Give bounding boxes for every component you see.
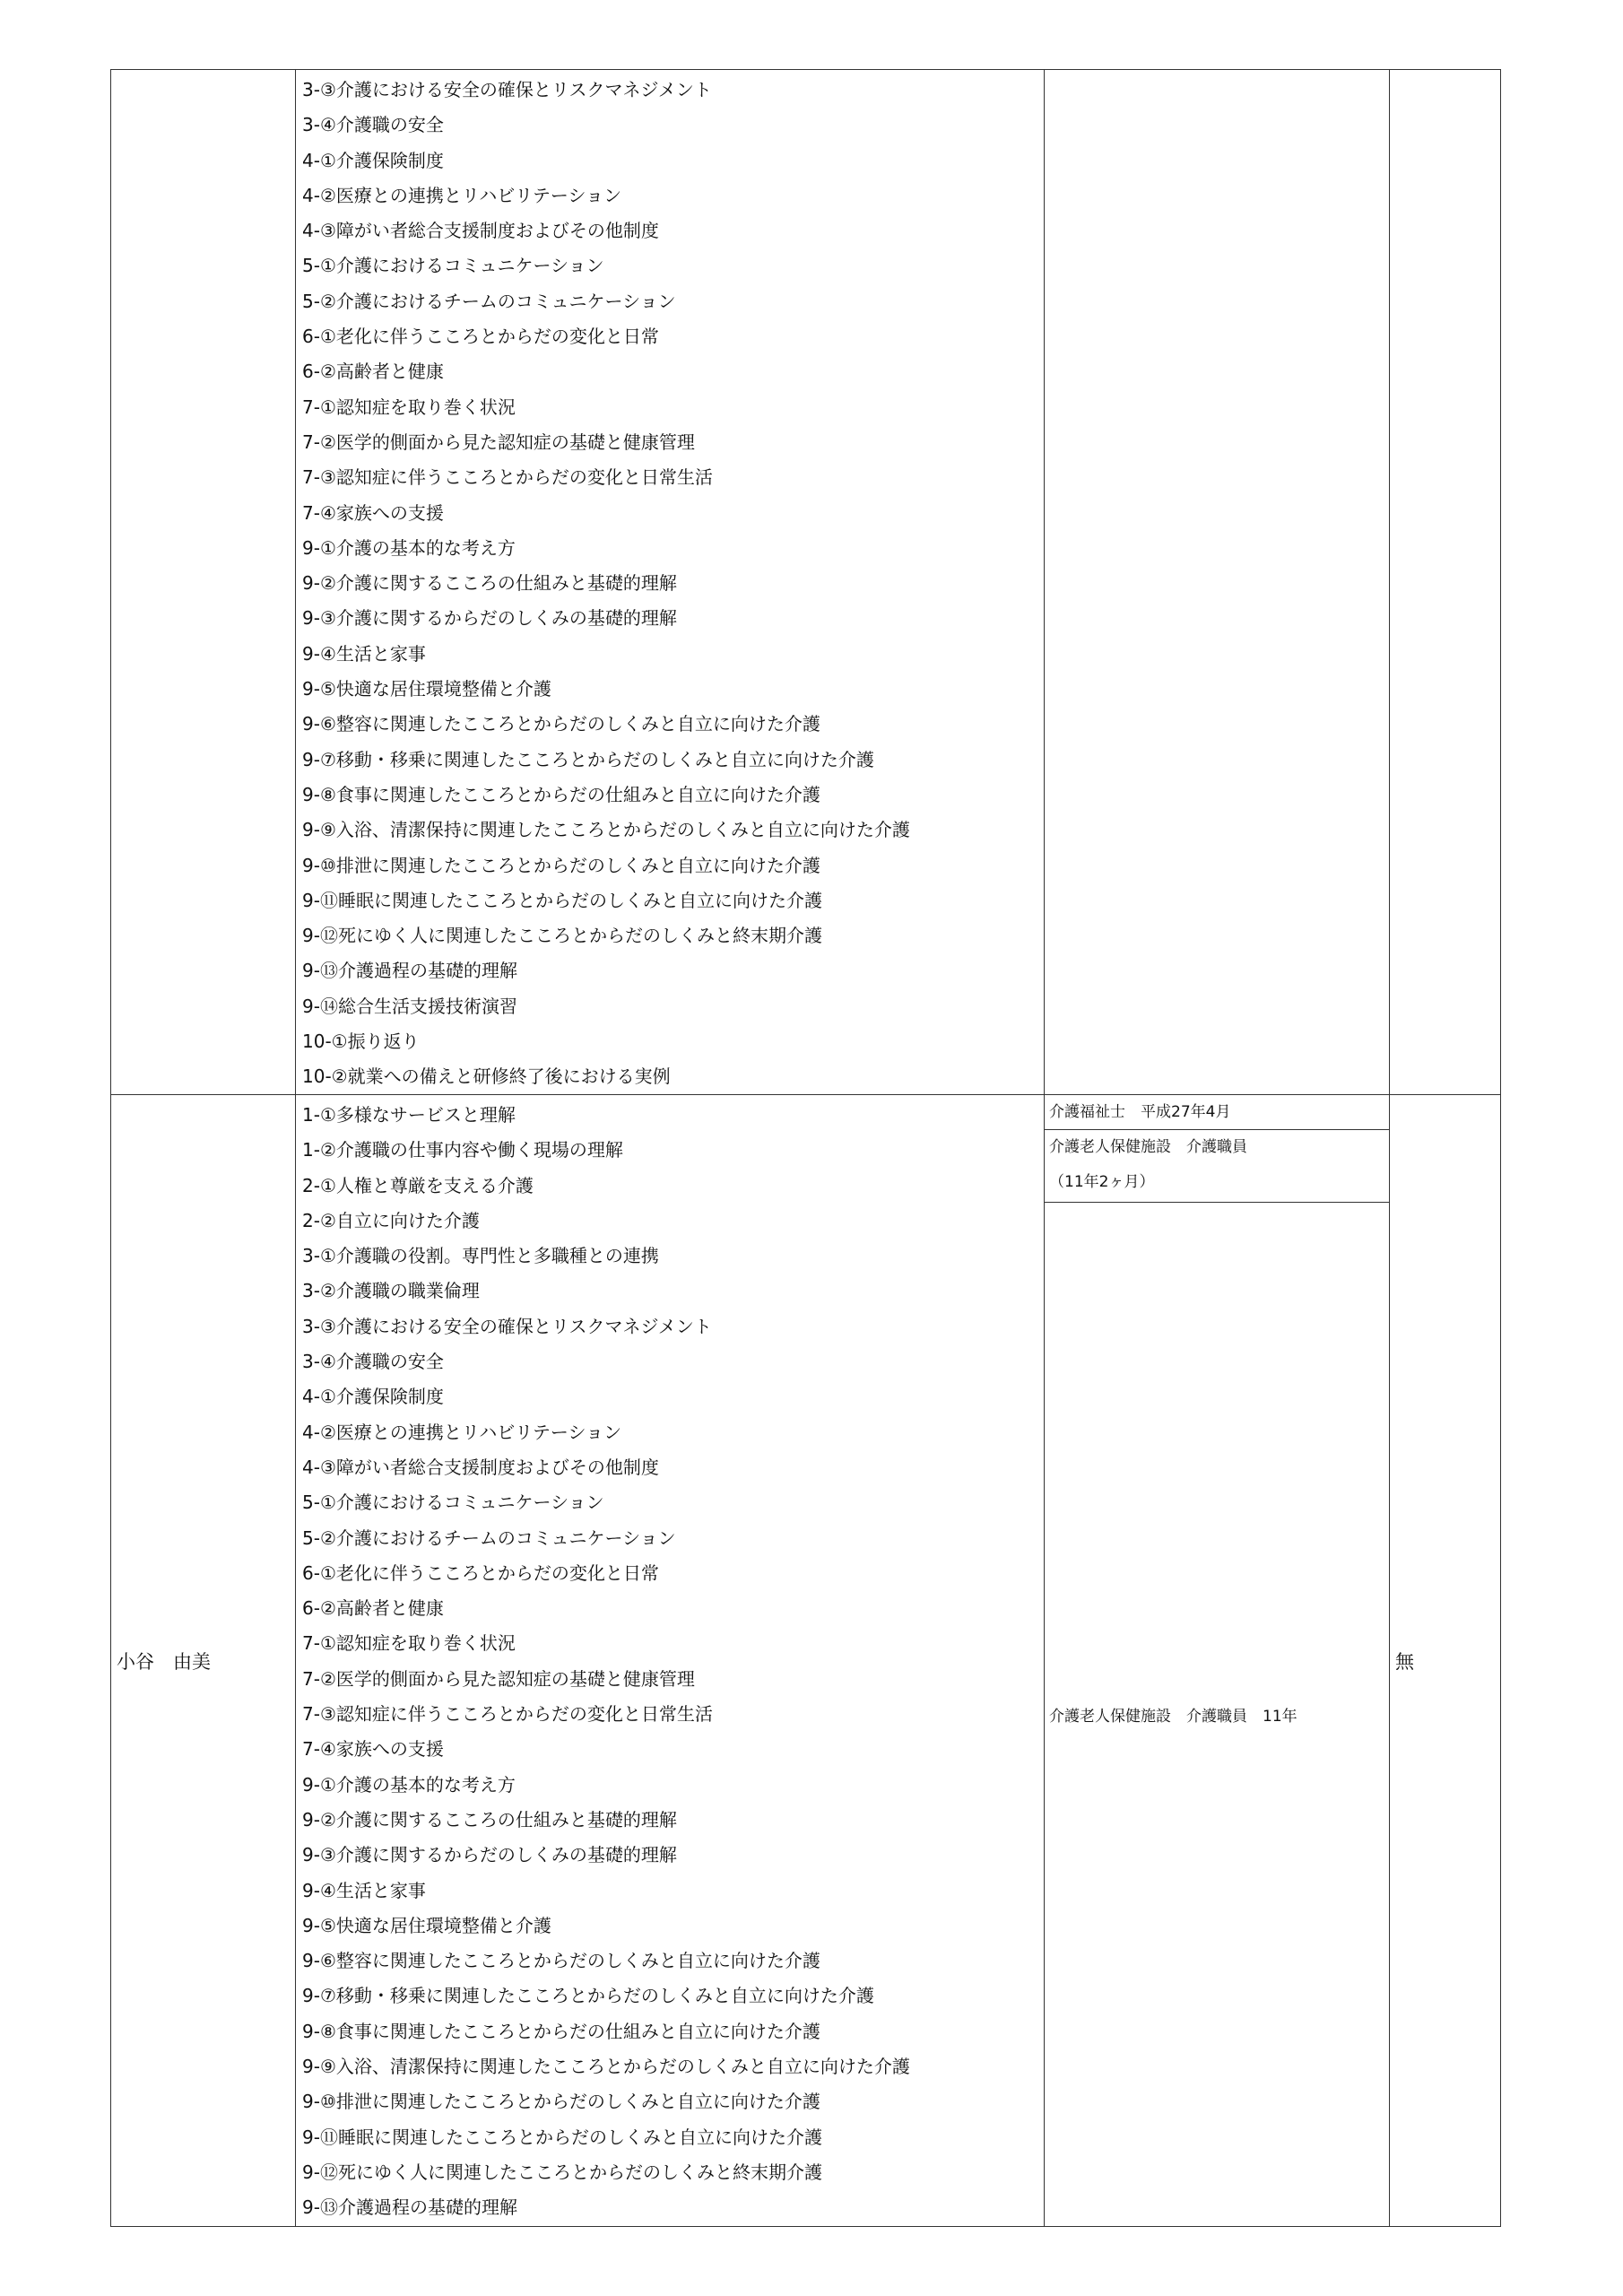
subject-item: 9-⑨入浴、清潔保持に関連したこころとからだのしくみと自立に向けた介護 [302,2056,910,2078]
subject-item: 7-④家族への支援 [302,1738,444,1761]
subject-item: 5-②介護におけるチームのコミュニケーション [302,290,676,312]
subject-item: 9-①介護の基本的な考え方 [302,1773,516,1796]
subject-item: 3-①介護職の役割。専門性と多職種との連携 [302,1245,659,1267]
career-text: 介護老人保健施設 介護職員 11年 [1049,1708,1298,1726]
subject-item: 9-①介護の基本的な考え方 [302,536,516,559]
subject-item: 6-①老化に伴うこころとからだの変化と日常 [302,1561,659,1584]
subject-item: 9-⑪睡眠に関連したこころとからだのしくみと自立に向けた介護 [302,889,822,911]
subject-item: 9-③介護に関するからだのしくみの基礎的理解 [302,1844,677,1866]
subject-item: 9-②介護に関するこころの仕組みと基礎的理解 [302,1808,677,1831]
qualification-entry [1045,1095,1389,1130]
subject-item: 7-①認知症を取り巻く状況 [302,1632,516,1655]
subject-item: 9-⑬介護過程の基礎的理解 [302,2196,517,2219]
name-cell [111,70,296,1094]
subject-item: 3-④介護職の安全 [302,1351,444,1373]
subject-item: 4-②医療との連携とリハビリテーション [302,184,622,206]
subject-item: 9-④生活と家事 [302,1879,426,1901]
subject-item: 9-⑦移動・移乗に関連したこころとからだのしくみと自立に向けた介護 [302,748,874,770]
subject-item: 6-②高齢者と健康 [302,1597,444,1620]
subject-item: 9-⑧食事に関連したこころとからだの仕組みと自立に向けた介護 [302,2020,820,2042]
subject-item: 9-⑫死にゆく人に関連したこころとからだのしくみと終末期介護 [302,2161,822,2183]
subject-item: 10-②就業への備えと研修終了後における実例 [302,1065,671,1088]
subject-item: 10-①振り返り [302,1031,420,1053]
subject-item: 7-②医学的側面から見た認知症の基礎と健康管理 [302,1667,695,1690]
subject-item: 9-⑧食事に関連したこころとからだの仕組みと自立に向けた介護 [302,783,820,805]
instructor-name: 小谷 由美 [117,1650,211,1673]
career-entry [1045,1203,1389,2226]
note-cell [1390,1095,1500,2226]
subjects-cell [296,1095,1045,2226]
subject-item: 9-⑪睡眠に関連したこころとからだのしくみと自立に向けた介護 [302,2126,822,2148]
experience-line: （11年2ヶ月） [1049,1173,1155,1191]
subject-item: 9-⑩排泄に関連したこころとからだのしくみと自立に向けた介護 [302,854,820,876]
subject-item: 9-④生活と家事 [302,642,426,665]
subject-item: 4-①介護保険制度 [302,149,444,171]
subject-item: 7-②医学的側面から見た認知症の基礎と健康管理 [302,430,695,453]
subject-item: 4-③障がい者総合支援制度およびその他制度 [302,220,659,242]
subject-item: 9-⑨入浴、清潔保持に関連したこころとからだのしくみと自立に向けた介護 [302,819,910,841]
subject-item: 9-⑩排泄に関連したこころとからだのしくみと自立に向けた介護 [302,2091,820,2113]
subject-item: 4-③障がい者総合支援制度およびその他制度 [302,1456,659,1478]
qualification-cell [1045,70,1390,1094]
subject-item: 9-⑬介護過程の基礎的理解 [302,960,517,982]
subject-item: 9-⑥整容に関連したこころとからだのしくみと自立に向けた介護 [302,713,820,735]
table-row [111,1094,1500,2226]
subject-item: 9-⑭総合生活支援技術演習 [302,995,517,1017]
subjects-cell [296,70,1045,1094]
subject-item: 3-②介護職の職業倫理 [302,1280,480,1302]
subject-item: 2-①人権と尊厳を支える介護 [302,1174,534,1196]
subject-item: 1-①多様なサービスと理解 [302,1104,516,1126]
subject-item: 6-②高齢者と健康 [302,361,444,383]
subject-item: 9-⑤快適な居住環境整備と介護 [302,678,551,700]
subject-item: 1-②介護職の仕事内容や働く現場の理解 [302,1139,623,1161]
name-cell [111,1095,296,2226]
qualification-cell [1045,1095,1390,2226]
qualification-text: 介護福祉士 平成27年4月 [1049,1103,1231,1121]
subject-item: 9-③介護に関するからだのしくみの基礎的理解 [302,607,677,630]
subject-item: 7-④家族への支援 [302,501,444,524]
subject-item: 6-①老化に伴うこころとからだの変化と日常 [302,326,659,348]
subject-list [296,73,1044,1095]
subject-item: 7-①認知症を取り巻く状況 [302,396,516,418]
experience-line: 介護老人保健施設 介護職員 [1049,1138,1247,1156]
subject-item: 4-①介護保険制度 [302,1386,444,1408]
subject-item: 5-①介護におけるコミュニケーション [302,1492,604,1514]
subject-item: 9-⑫死にゆく人に関連したこころとからだのしくみと終末期介護 [302,925,822,947]
subject-item: 5-②介護におけるチームのコミュニケーション [302,1526,676,1549]
note-value: 無 [1395,1650,1414,1673]
subject-item: 5-①介護におけるコミュニケーション [302,255,604,277]
subject-item: 2-②自立に向けた介護 [302,1209,480,1231]
subject-item: 9-②介護に関するこころの仕組みと基礎的理解 [302,572,677,595]
subject-item: 3-③介護における安全の確保とリスクマネジメント [302,79,712,100]
subject-list [296,1098,1044,2226]
subject-item: 3-④介護職の安全 [302,114,444,136]
subject-item: 9-⑥整容に関連したこころとからだのしくみと自立に向けた介護 [302,1950,820,1972]
subject-item: 9-⑤快適な居住環境整備と介護 [302,1914,551,1936]
instructor-table [110,69,1501,2227]
subject-item: 4-②医療との連携とリハビリテーション [302,1421,622,1443]
experience-entry [1045,1130,1389,1203]
subject-item: 7-③認知症に伴うこころとからだの変化と日常生活 [302,1703,713,1726]
note-cell [1390,70,1500,1094]
subject-item: 9-⑦移動・移乗に関連したこころとからだのしくみと自立に向けた介護 [302,1985,874,2007]
table-row [111,70,1500,1094]
subject-item: 7-③認知症に伴うこころとからだの変化と日常生活 [302,466,713,489]
subject-item: 3-③介護における安全の確保とリスクマネジメント [302,1315,712,1337]
